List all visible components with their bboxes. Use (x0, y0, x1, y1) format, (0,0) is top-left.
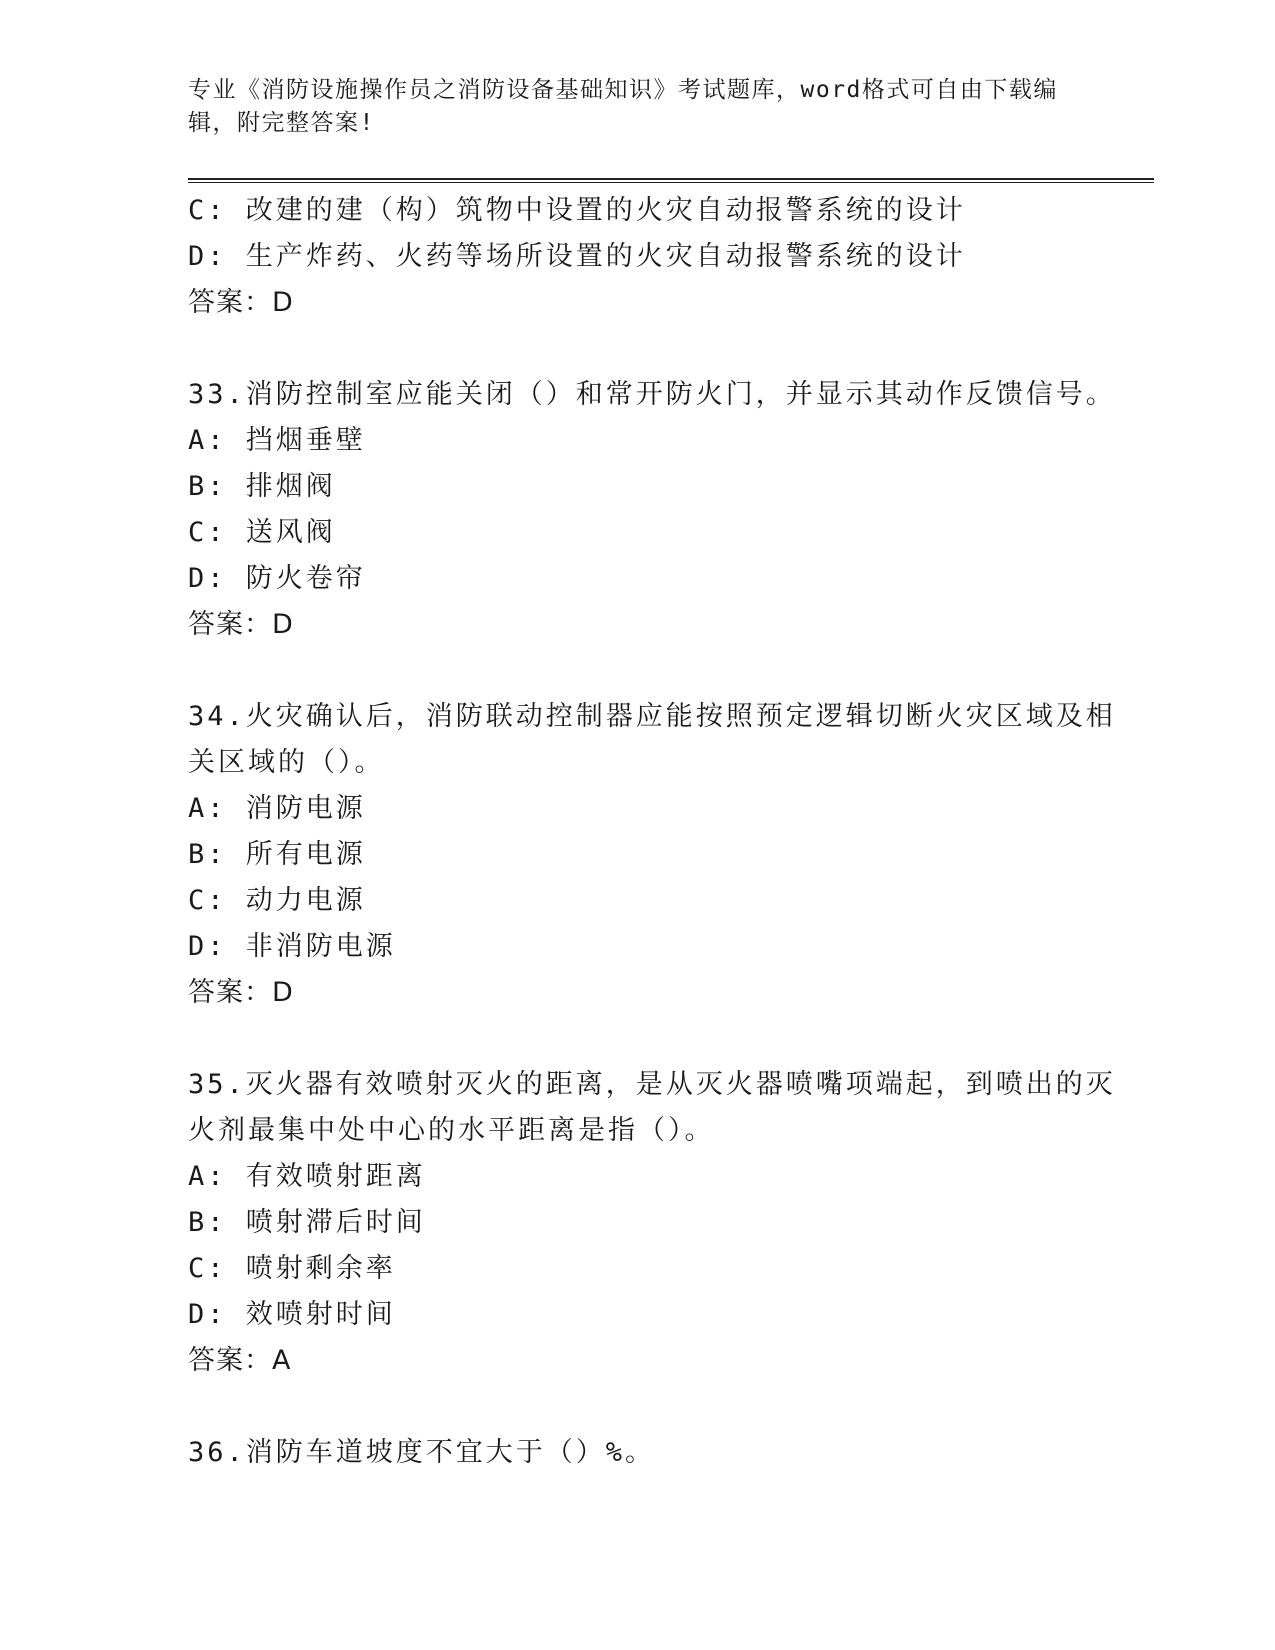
option-a: A: 有效喷射距离 (188, 1161, 426, 1192)
question-stem: 36.消防车道坡度不宜大于（）%。 (188, 1437, 656, 1468)
question-stem: 33.消防控制室应能关闭（）和常开防火门，并显示其动作反馈信号。 (188, 379, 1116, 410)
option-d: D: 效喷射时间 (188, 1299, 396, 1330)
option-b: B: 所有电源 (188, 839, 366, 870)
question-33 (188, 372, 1116, 648)
option-c: C: 送风阀 (188, 517, 336, 548)
header-line-2: 辑，附完整答案! (188, 110, 375, 136)
question-stem-line-1: 35.灭火器有效喷射灭火的距离，是从灭火器喷嘴项端起，到喷出的灭 (188, 1069, 1116, 1100)
option-a: A: 消防电源 (188, 793, 366, 824)
answer-label: 答案：A (188, 1345, 292, 1376)
question-stem-line-2: 关区域的（）。 (188, 747, 385, 778)
option-b: B: 喷射滞后时间 (188, 1207, 426, 1238)
header-divider-thick (188, 178, 1154, 180)
answer-label: 答案：D (188, 609, 294, 640)
header-divider-thin (188, 182, 1154, 183)
option-d: D: 生产炸药、火药等场所设置的火灾自动报警系统的设计 (188, 241, 966, 272)
answer-label: 答案：D (188, 287, 294, 318)
question-list (188, 188, 1116, 1476)
option-c: C: 动力电源 (188, 885, 366, 916)
question-35 (188, 1062, 1116, 1384)
answer-label: 答案：D (188, 977, 294, 1008)
option-c: C: 喷射剩余率 (188, 1253, 396, 1284)
option-a: A: 挡烟垂壁 (188, 425, 366, 456)
option-b: B: 排烟阀 (188, 471, 336, 502)
question-36 (188, 1430, 1088, 1476)
option-d: D: 防火卷帘 (188, 563, 366, 594)
option-d: D: 非消防电源 (188, 931, 396, 962)
question-stem-line-1: 34.火灾确认后，消防联动控制器应能按照预定逻辑切断火灾区域及相 (188, 701, 1116, 732)
header-line-1: 专业《消防设施操作员之消防设备基础知识》考试题库，word格式可自由下载编 (188, 77, 1058, 103)
document-header (188, 74, 1068, 140)
question-stem-line-2: 火剂最集中处中心的水平距离是指（）。 (188, 1115, 715, 1146)
option-c: C: 改建的建（构）筑物中设置的火灾自动报警系统的设计 (188, 195, 966, 226)
previous-question-tail (188, 188, 1088, 326)
question-34 (188, 694, 1116, 1016)
